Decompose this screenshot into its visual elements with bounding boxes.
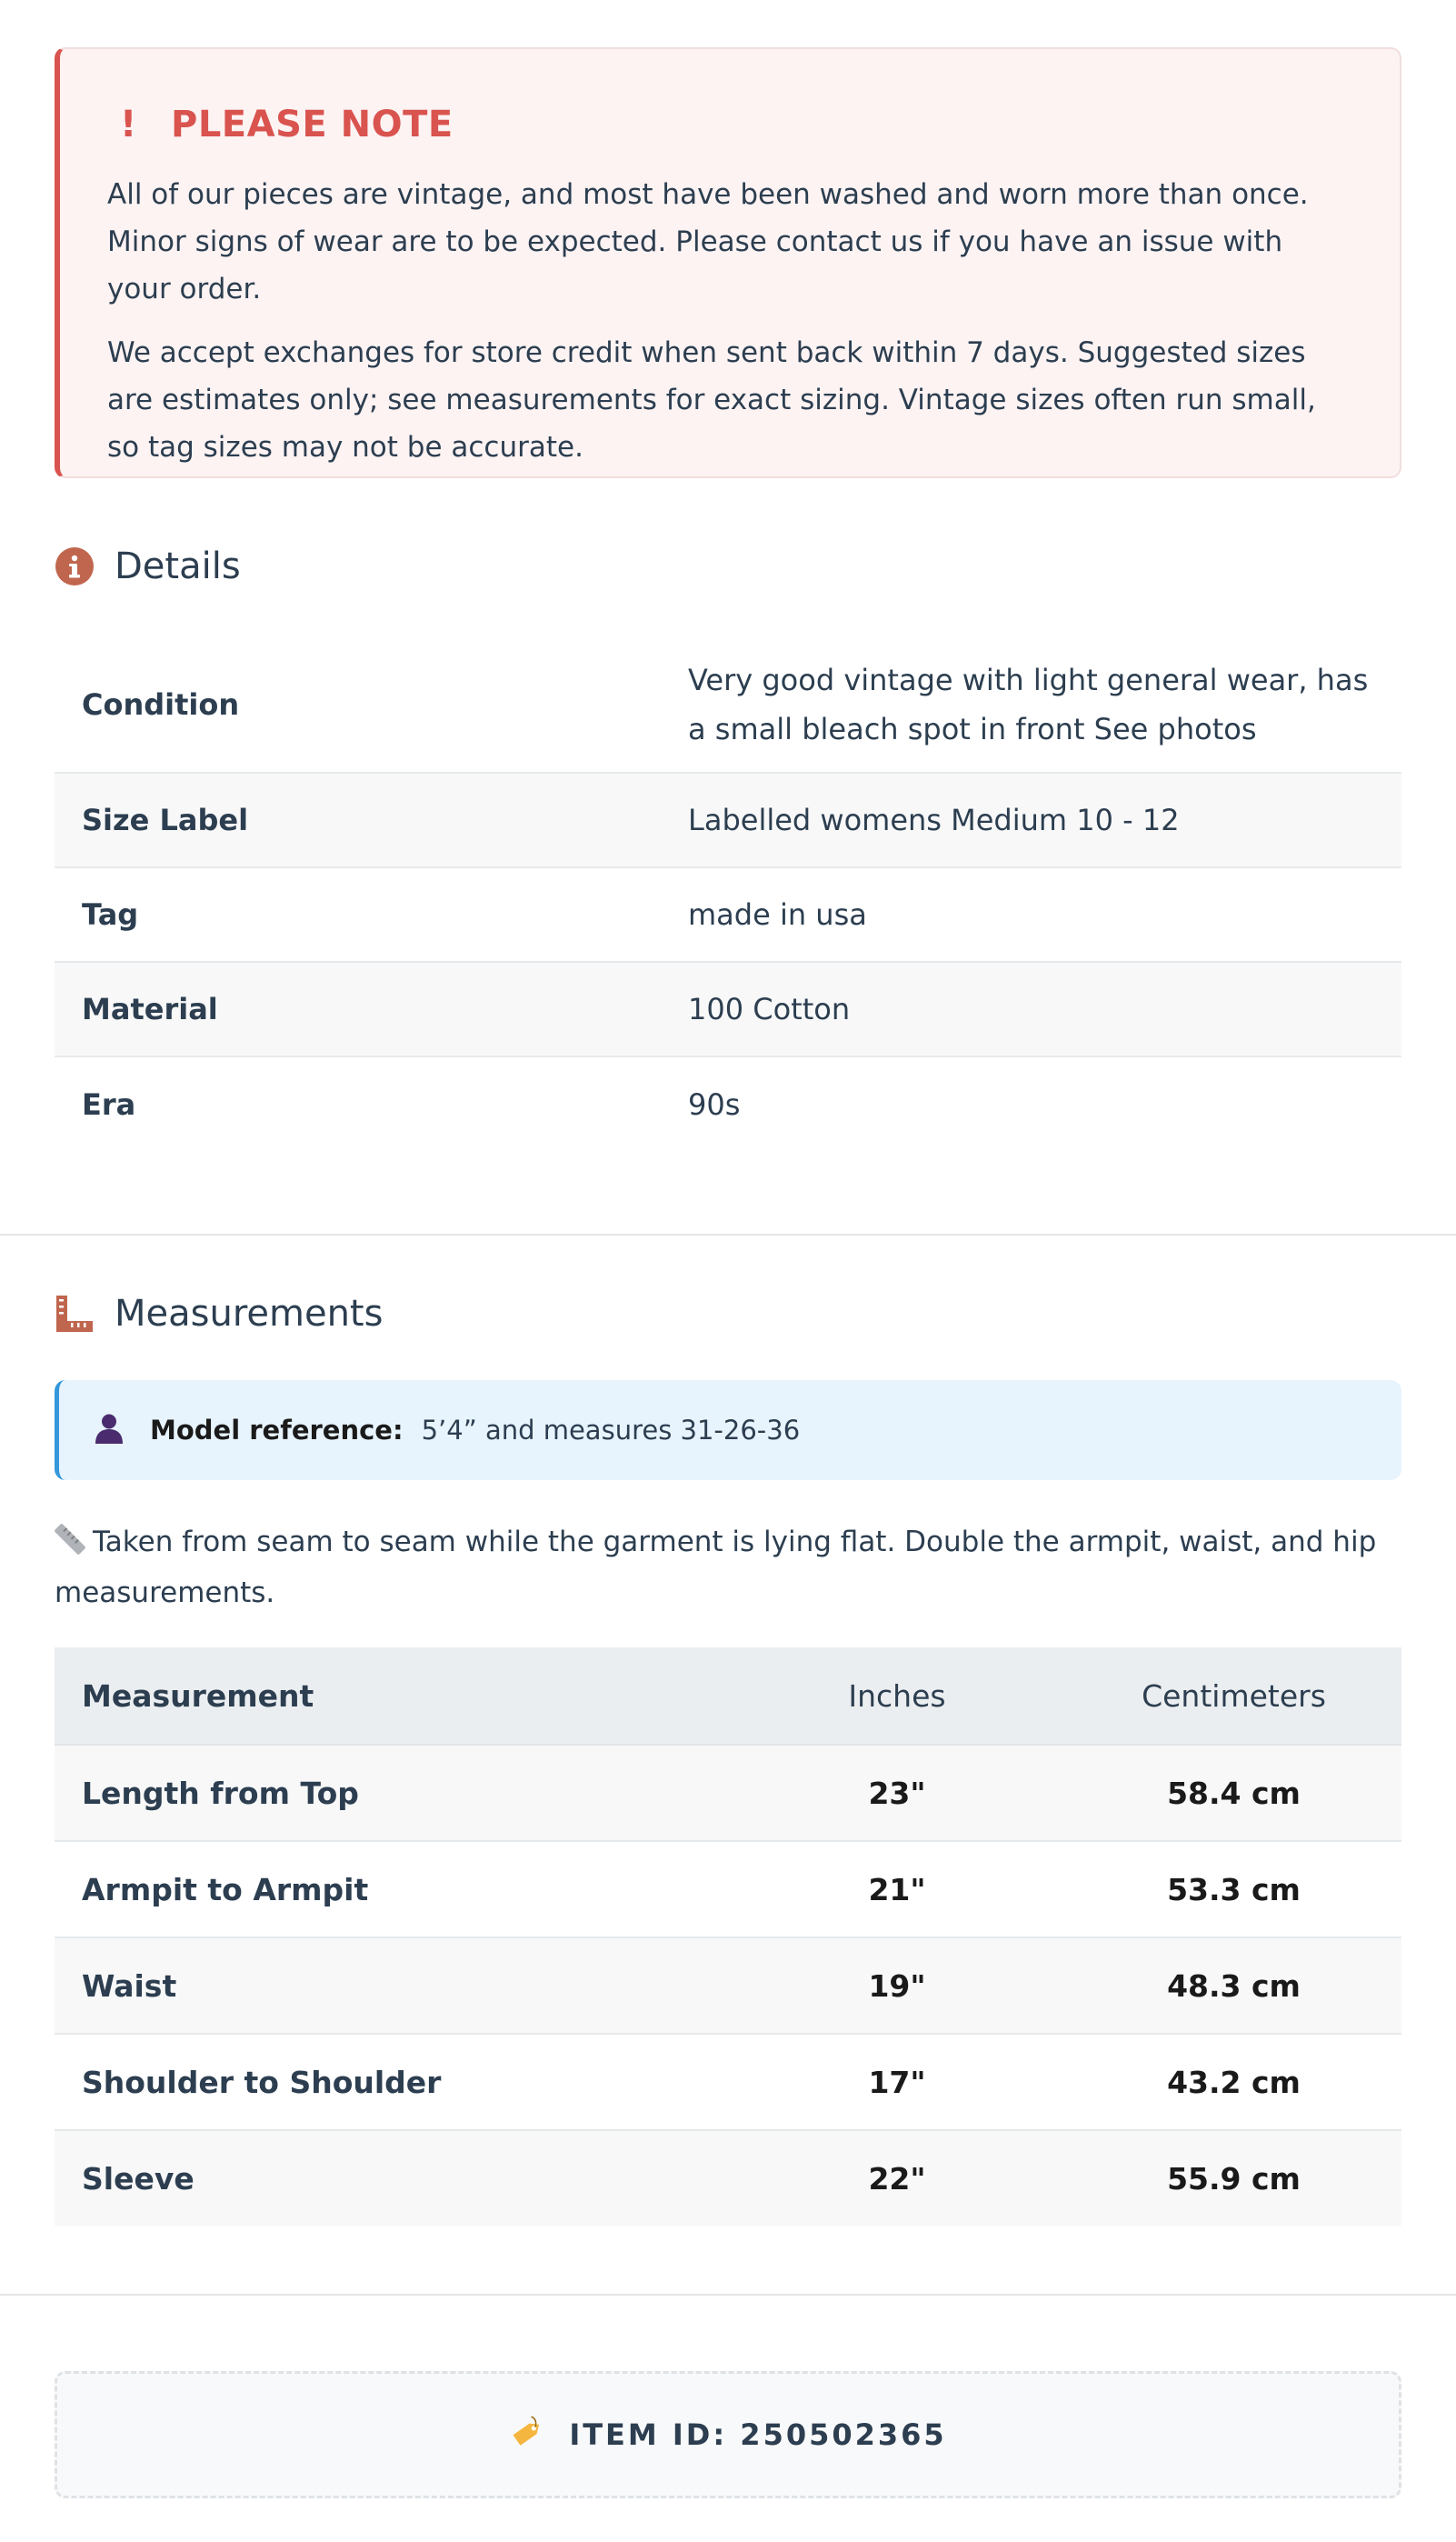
measurement-inches: 19": [728, 1937, 1066, 2034]
measurements-header: [55, 1293, 383, 1335]
measurement-note: [55, 1518, 1401, 1616]
table-row: [55, 1056, 1401, 1151]
table-row: [55, 636, 1401, 773]
details-title: Details: [115, 545, 241, 587]
measurement-inches: 17": [728, 2034, 1066, 2130]
detail-label: Size Label: [55, 773, 661, 867]
detail-value: 90s: [688, 1086, 741, 1122]
column-header: Measurement: [55, 1647, 728, 1745]
notice-title: PLEASE NOTE: [171, 104, 454, 145]
measurement-cm: 53.3 cm: [1066, 1841, 1401, 1937]
measurement-inches: 23": [728, 1745, 1066, 1841]
column-header: Inches: [728, 1647, 1066, 1745]
detail-label: Condition: [55, 636, 661, 773]
measurement-name: Shoulder to Shoulder: [55, 2034, 728, 2130]
measurement-name: Armpit to Armpit: [55, 1841, 728, 1937]
details-table: [55, 636, 1401, 1151]
info-circle-icon: [55, 546, 95, 586]
detail-value: made in usa: [661, 867, 1401, 962]
section-divider: [0, 2294, 1456, 2296]
table-row: [55, 773, 1401, 867]
detail-label: Material: [55, 962, 661, 1056]
tag-icon: [509, 2415, 545, 2455]
ruler-icon: [55, 1522, 85, 1569]
column-header: Centimeters: [1066, 1647, 1401, 1745]
notice-paragraph: All of our pieces are vintage, and most have been washed and worn more than once. Minor signs of wear are to be expected. Please contact us if you have an issue with your order.: [107, 178, 1309, 305]
table-row: [55, 1841, 1401, 1937]
notice-box: [55, 47, 1401, 478]
measurement-name: Waist: [55, 1937, 728, 2034]
item-id-box: [55, 2371, 1401, 2498]
table-row: [55, 2130, 1401, 2226]
detail-value: Labelled womens Medium 10 - 12: [661, 773, 1401, 867]
table-row: [55, 867, 1401, 962]
notice-header: [107, 98, 1354, 151]
table-row: [55, 1745, 1401, 1841]
table-row: [55, 1937, 1401, 2034]
person-icon: [94, 1413, 125, 1447]
table-row: [55, 2034, 1401, 2130]
detail-label: Era: [82, 1086, 136, 1122]
measurement-name: Length from Top: [55, 1745, 728, 1841]
ruler-icon: [55, 1294, 95, 1334]
measurement-note-text: Taken from seam to seam while the garment is lying flat. Double the armpit, waist, and hip measurements.: [55, 1526, 1377, 1609]
model-reference-label: Model reference:: [150, 1415, 404, 1446]
measurement-cm: 55.9 cm: [1066, 2130, 1401, 2226]
table-header-row: [55, 1647, 1401, 1745]
measurement-cm: 48.3 cm: [1066, 1937, 1401, 2034]
details-header: [55, 545, 241, 587]
detail-label: Tag: [55, 867, 661, 962]
item-id: ITEM ID: 250502365: [569, 2417, 947, 2452]
table-row: [55, 962, 1401, 1056]
model-reference-value: 5’4” and measures 31-26-36: [421, 1415, 801, 1446]
notice-paragraph: We accept exchanges for store credit when sent back within 7 days. Suggested sizes are estimates only; see measurements for exact sizing. Vintage sizes often run small, so tag sizes may not be accurate.: [107, 336, 1316, 464]
detail-value: Very good vintage with light general wear, has a small bleach spot in front See photos: [661, 636, 1401, 773]
measurement-inches: 22": [728, 2130, 1066, 2226]
measurement-name: Sleeve: [55, 2130, 728, 2226]
measurements-table: [55, 1647, 1401, 2226]
exclamation-icon: !: [120, 104, 137, 145]
measurement-cm: 58.4 cm: [1066, 1745, 1401, 1841]
detail-value: 100 Cotton: [661, 962, 1401, 1056]
measurement-inches: 21": [728, 1841, 1066, 1937]
measurement-cm: 43.2 cm: [1066, 2034, 1401, 2130]
measurements-title: Measurements: [115, 1293, 384, 1335]
section-divider: [0, 1234, 1456, 1236]
model-reference: [55, 1380, 1401, 1480]
